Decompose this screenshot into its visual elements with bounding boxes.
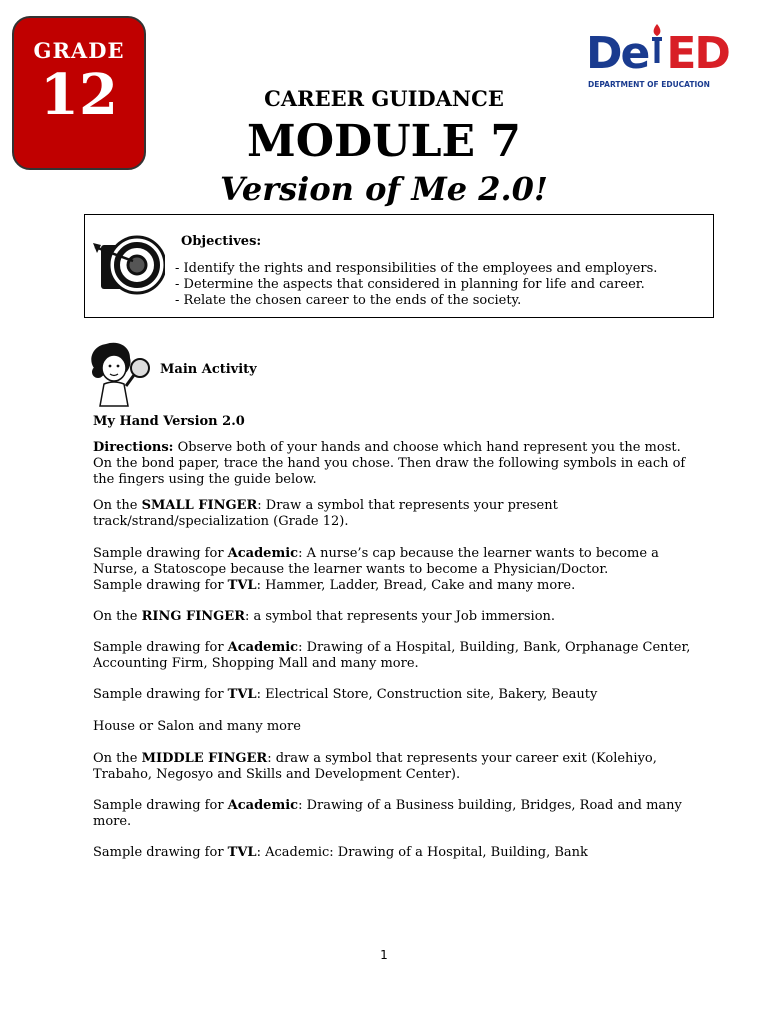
grade-number: 12 [40,62,118,128]
module-subtitle: Version of Me 2.0! [220,170,548,208]
main-activity-label: Main Activity [160,362,257,377]
objectives-box [84,214,714,318]
objective-item: - Determine the aspects that considered in planning for life and career. [175,277,645,292]
torch-icon [648,32,666,72]
activity-title: My Hand Version 2.0 [93,414,245,429]
activity-content [93,414,693,861]
objectives-list [175,261,657,309]
ring-finger-paragraph: On the RING FINGER: a symbol that represents your Job immersion. [93,609,556,624]
middle-academic-paragraph: Sample drawing for Academic: Drawing of a Business building, Bridges, Road and many more. [93,798,682,829]
objective-item: - Identify the rights and responsibilities of the employees and employers. [175,261,658,276]
page-number: 1 [380,948,388,962]
middle-finger-paragraph: On the MIDDLE FINGER: draw a symbol that represents your career exit (Kolehiyo, Trabaho, Negosyo and Skills and Development Center). [93,751,657,782]
target-dart-icon [93,227,165,299]
small-finger-paragraph: On the SMALL FINGER: Draw a symbol that represents your present track/strand/specialization (Grade 12). [93,498,558,529]
deped-wordmark: De ED [586,30,729,78]
ring-tvl-continuation: House or Salon and many more [93,719,301,734]
deped-logo [586,18,736,94]
directions-paragraph: Directions: Observe both of your hands and choose which hand represent you the most. On the bond paper, trace the hand you chose. Then draw the following symbols in each of the fingers using the guide below. [93,440,686,487]
ring-tvl-paragraph: Sample drawing for TVL: Electrical Store, Construction site, Bakery, Beauty [93,687,598,702]
ring-academic-paragraph: Sample drawing for Academic: Drawing of a Hospital, Building, Bank, Orphanage Center, Accounting Firm, Shopping Mall and many more. [93,640,691,671]
small-tvl-paragraph: Sample drawing for TVL: Hammer, Ladder, Bread, Cake and many more. [93,578,576,593]
small-academic-paragraph: Sample drawing for Academic: A nurse’s cap because the learner wants to become a Nurse, a Statoscope because the learner wants to become a Physician/Doctor. [93,546,659,577]
module-title: MODULE 7 [247,116,521,167]
grade-label: GRADE [33,38,125,63]
objective-item: - Relate the chosen career to the ends of the society. [175,293,522,308]
girl-magnifier-icon [84,338,154,408]
middle-tvl-paragraph: Sample drawing for TVL: Academic: Drawing of a Hospital, Building, Bank [93,845,588,860]
kicker-title: CAREER GUIDANCE [264,86,504,111]
deped-logo-subtitle: DEPARTMENT OF EDUCATION [588,80,710,89]
objectives-title: Objectives: [181,234,262,249]
